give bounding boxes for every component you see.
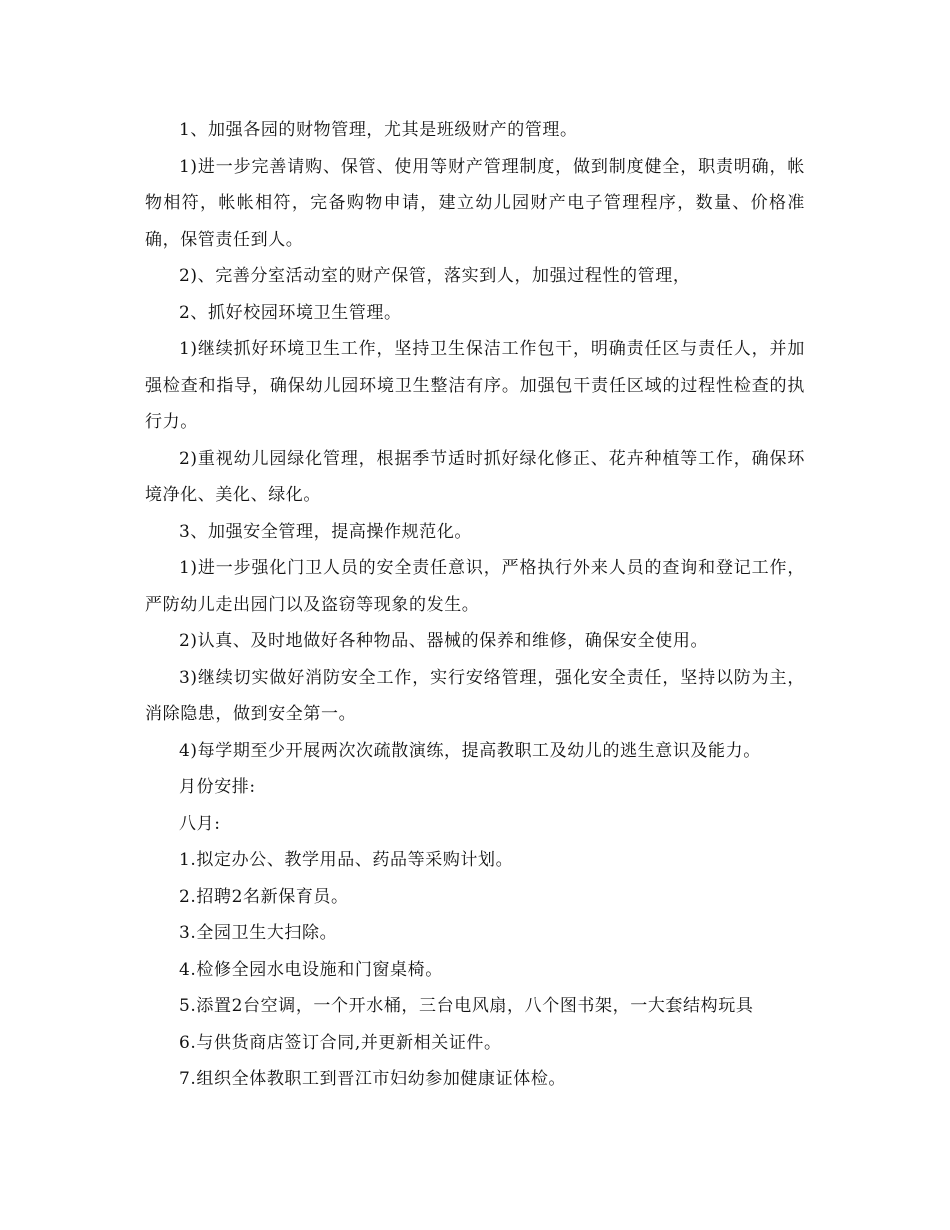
paragraph: 1、加强各园的财物管理，尤其是班级财产的管理。: [179, 120, 578, 140]
paragraph: 5.添置2台空调，一个开水桶，三台电风扇，八个图书架，一大套结构玩具: [179, 996, 754, 1016]
paragraph: 2.招聘2名新保育员。: [179, 886, 349, 907]
paragraph: 3)继续切实做好消防安全工作，实行安络管理，强化安全责任，坚持以防为主，消除隐患，做到安全第一。: [145, 667, 805, 724]
paragraph: 4)每学期至少开展两次次疏散演练，提高教职工及幼儿的逃生意识及能力。: [179, 740, 761, 761]
paragraph: 月份安排:: [179, 777, 256, 797]
paragraph: 1)进一步完善请购、保管、使用等财产管理制度，做到制度健全，职责明确，帐物相符，帐帐相符，完备购物申请，建立幼儿园财产电子管理程序，数量、价格准确，保管责任到人。: [145, 156, 805, 250]
paragraph: 7.组织全体教职工到晋江市妇幼参加健康证体检。: [179, 1069, 567, 1089]
paragraph: 八月:: [179, 813, 221, 834]
paragraph: 2)重视幼儿园绿化管理，根据季节适时抓好绿化修正、花卉种植等工作，确保环境净化、美化、绿化。: [145, 448, 805, 505]
paragraph: 3.全园卫生大扫除。: [179, 923, 338, 943]
paragraph: 1)继续抓好环境卫生工作，坚持卫生保洁工作包干，明确责任区与责任人，并加强检查和指导，确保幼儿园环境卫生整洁有序。加强包干责任区域的过程性检查的执行力。: [145, 339, 805, 432]
paragraph: 4.检修全园水电设施和门窗桌椅。: [179, 959, 443, 980]
paragraph: 1.拟定办公、教学用品、药品等采购计划。: [179, 850, 514, 870]
paragraph: 1)进一步强化门卫人员的安全责任意识，严格执行外来人员的查询和登记工作，严防幼儿走出园门以及盗窃等现象的发生。: [145, 558, 805, 615]
paragraph: 3、加强安全管理，提高操作规范化。: [179, 521, 473, 542]
paragraph: 2、抓好校园环境卫生管理。: [179, 302, 402, 323]
document-body: [145, 112, 805, 1098]
paragraph: 2)认真、及时地做好各种物品、器械的保养和维修，确保安全使用。: [179, 631, 709, 651]
paragraph: 2)、完善分室活动室的财产保管，落实到人，加强过程性的管理，: [179, 266, 691, 286]
paragraph: 6.与供货商店签订合同,并更新相关证件。: [179, 1032, 502, 1053]
